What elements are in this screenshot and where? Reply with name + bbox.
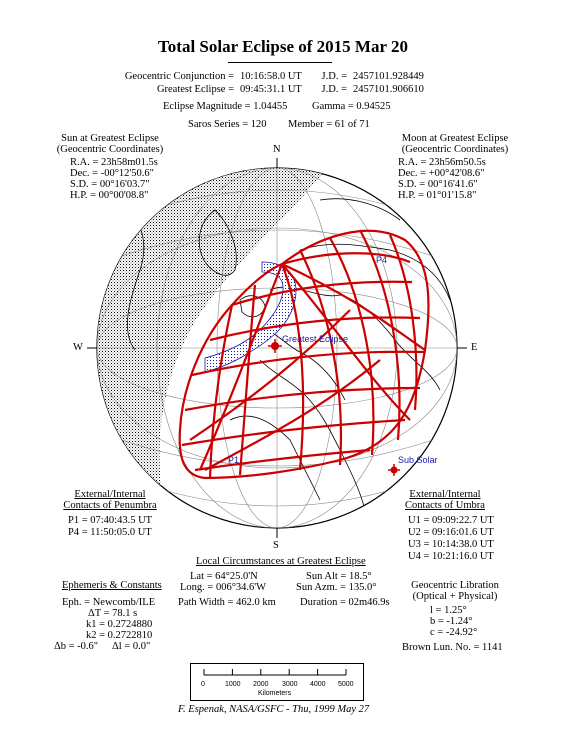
- greatest-eclipse-map-label: Greatest Eclipse: [282, 334, 349, 344]
- local-sun-alt: Sun Alt = 18.5°: [306, 571, 372, 582]
- libration-subtitle: (Optical + Physical): [412, 591, 498, 602]
- umbra-u1: U1 = 09:09:22.7 UT: [408, 515, 494, 526]
- page-title: Total Solar Eclipse of 2015 Mar 20: [158, 37, 408, 56]
- local-long: Long. = 006°34.6'W: [180, 582, 267, 593]
- saros-series: Saros Series = 120: [188, 119, 267, 130]
- saros-member: Member = 61 of 71: [288, 119, 370, 130]
- umbra-u4: U4 = 10:21:16.0 UT: [408, 551, 494, 562]
- ephemeris-delta-l: Δl = 0.0": [112, 641, 151, 652]
- penumbra-p4: P4 = 11:50:05.0 UT: [68, 527, 152, 538]
- ephemeris-title: Ephemeris & Constants: [62, 580, 162, 591]
- greatest-eclipse-label: Greatest Eclipse =: [156, 84, 234, 95]
- local-path-width: Path Width = 462.0 km: [178, 597, 276, 608]
- penumbra-title: External/Internal: [74, 489, 146, 500]
- moon-ra: R.A. = 23h56m50.5s: [398, 157, 486, 168]
- greatest-eclipse-value: 09:45:31.1 UT: [240, 84, 302, 95]
- conjunction-jd-label: J.D. =: [321, 71, 347, 82]
- conjunction-label: Geocentric Conjunction =: [124, 71, 234, 82]
- greatest-eclipse-jd-label: J.D. =: [321, 84, 347, 95]
- umbra-u2: U2 = 09:16:01.6 UT: [408, 527, 494, 538]
- scale-tick-5000: 5000: [338, 681, 354, 688]
- local-sun-azm: Sun Azm. = 135.0°: [296, 582, 377, 593]
- scale-unit: Kilometers: [258, 690, 292, 697]
- local-title: Local Circumstances at Greatest Eclipse: [196, 556, 366, 567]
- local-lat: Lat = 64°25.0'N: [190, 571, 258, 582]
- umbra-title: External/Internal: [409, 489, 481, 500]
- eclipse-magnitude: Eclipse Magnitude = 1.04455: [163, 101, 288, 112]
- brown-lunation: Brown Lun. No. = 1141: [402, 642, 503, 653]
- south-label: S: [273, 540, 279, 551]
- penumbra-subtitle: Contacts of Penumbra: [63, 500, 157, 511]
- credit: F. Espenak, NASA/GSFC - Thu, 1999 May 27: [178, 704, 370, 715]
- libration-c: c = -24.92°: [430, 627, 478, 638]
- east-label: E: [471, 342, 478, 353]
- conjunction-jd-value: 2457101.928449: [353, 71, 424, 82]
- scale-tick-3000: 3000: [282, 681, 298, 688]
- moon-subtitle: (Geocentric Coordinates): [401, 144, 509, 155]
- sun-sd: S.D. = 00°16'03.7": [70, 179, 150, 190]
- sun-subtitle: (Geocentric Coordinates): [56, 144, 164, 155]
- p4-map-label: P4: [376, 255, 388, 265]
- west-label: W: [73, 342, 83, 353]
- moon-title: Moon at Greatest Eclipse: [401, 133, 509, 144]
- local-duration: Duration = 02m46.9s: [300, 597, 390, 608]
- libration-title: Geocentric Libration: [411, 580, 499, 591]
- north-label: N: [273, 144, 281, 155]
- sun-hp: H.P. = 00°00'08.8": [70, 190, 149, 201]
- scale-tick-2000: 2000: [253, 681, 269, 688]
- libration-l: l = 1.25°: [430, 605, 467, 616]
- ephemeris-k1: k1 = 0.2724880: [86, 619, 153, 630]
- p1-map-label: P1: [228, 455, 240, 465]
- ephemeris-k2: k2 = 0.2722810: [86, 630, 153, 641]
- ephemeris-delta-b: Δb = -0.6": [54, 641, 99, 652]
- gamma: Gamma = 0.94525: [312, 101, 391, 112]
- scale-tick-0: 0: [201, 681, 205, 688]
- sub-solar-map-label: Sub Solar: [398, 455, 438, 465]
- umbra-subtitle: Contacts of Umbra: [405, 500, 485, 511]
- conjunction-value: 10:16:58.0 UT: [240, 71, 302, 82]
- greatest-eclipse-jd-value: 2457101.906610: [353, 84, 424, 95]
- scale-tick-1000: 1000: [225, 681, 241, 688]
- sun-title: Sun at Greatest Eclipse: [61, 133, 159, 144]
- moon-sd: S.D. = 00°16'41.6": [398, 179, 478, 190]
- ephemeris-delta-t: ΔT = 78.1 s: [88, 608, 138, 619]
- scale-tick-4000: 4000: [310, 681, 326, 688]
- sun-ra: R.A. = 23h58m01.5s: [70, 157, 158, 168]
- ephemeris-source: Eph. = Newcomb/ILE: [62, 597, 156, 608]
- penumbra-p1: P1 = 07:40:43.5 UT: [68, 515, 153, 526]
- sun-dec: Dec. = -00°12'50.6": [70, 168, 154, 179]
- umbra-u3: U3 = 10:14:38.0 UT: [408, 539, 494, 550]
- moon-hp: H.P. = 01°01'15.8": [398, 190, 477, 201]
- libration-b: b = -1.24°: [430, 616, 473, 627]
- moon-dec: Dec. = +00°42'08.6": [398, 168, 485, 179]
